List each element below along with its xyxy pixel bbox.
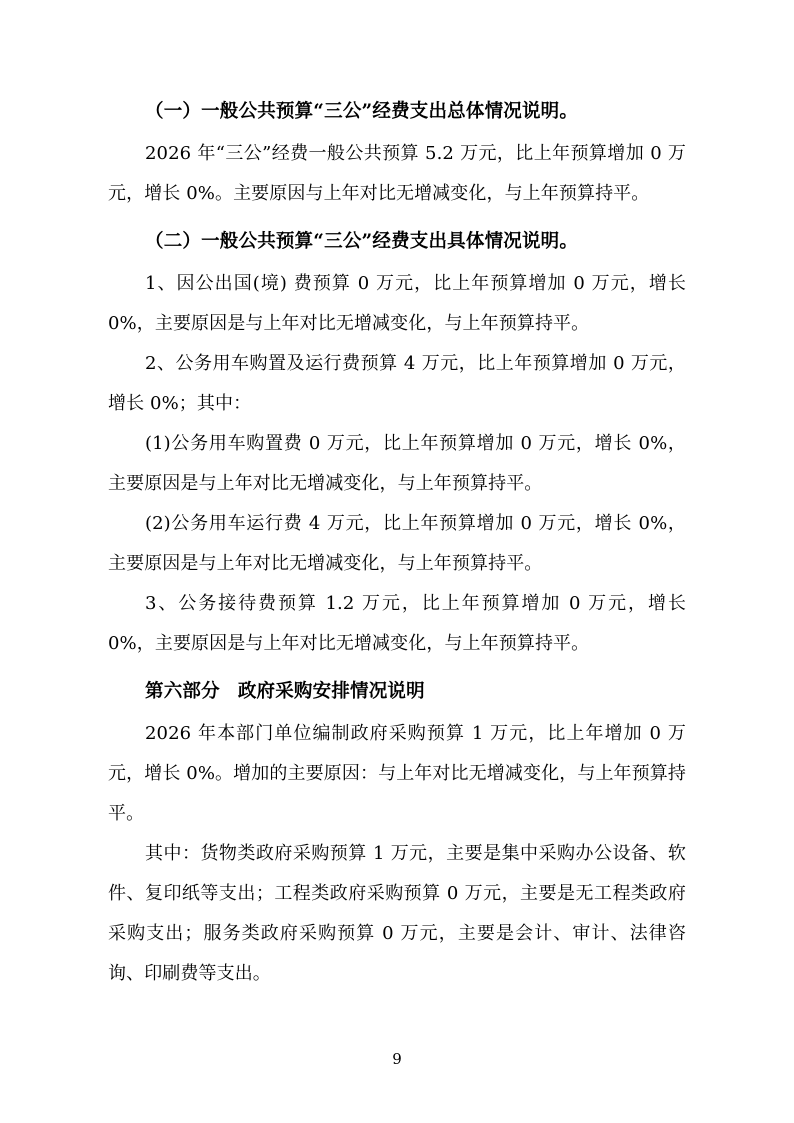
paragraph-procurement-budget: 2026 年本部门单位编制政府采购预算 1 万元，比上年增加 0 万元，增长 0%。增加的主要原因：与上年对比无增减变化，与上年预算持平。 [108,723,686,824]
section-heading-part-six [108,672,686,712]
paragraph-official-vehicle-total: 2、公务用车购置及运行费预算 4 万元，比上年预算增加 0 万元，增长 0%；其中： [108,353,686,414]
paragraph-vehicle-operation: (2)公务用车运行费 4 万元，比上年预算增加 0 万元，增长 0%，主要原因是与上年对比无增减变化，与上年预算持平。 [108,513,686,574]
page-number: 9 [392,1050,402,1068]
section-heading-title: 政府采购安排情况说明 [237,681,425,702]
document-body [108,92,686,994]
paragraph-total-three-public-expenses: 2026 年“三公”经费一般公共预算 5.2 万元，比上年预算增加 0 万元，增长 0%。主要原因与上年对比无增减变化，与上年预算持平。 [108,143,686,204]
paragraph-procurement-breakdown: 其中：货物类政府采购预算 1 万元，主要是集中采购办公设备、软件、复印纸等支出；工程类政府采购预算 0 万元，主要是无工程类政府采购支出；服务类政府采购预算 0 万元，主要是会计、审计、法律咨询、印刷费等支出。 [108,843,686,984]
paragraph-overseas-travel: 1、因公出国(境) 费预算 0 万元，比上年预算增加 0 万元，增长 0%，主要原因是与上年对比无增减变化，与上年预算持平。 [108,273,686,334]
paragraph-vehicle-purchase: (1)公务用车购置费 0 万元，比上年预算增加 0 万元，增长 0%，主要原因是与上年对比无增减变化，与上年预算持平。 [108,433,686,494]
section-heading-label: 第六部分 [145,681,220,702]
subsection-heading-one: （一）一般公共预算“三公”经费支出总体情况说明。 [145,101,579,122]
paragraph-official-reception: 3、公务接待费预算 1.2 万元，比上年预算增加 0 万元，增长 0%，主要原因是与上年对比无增减变化，与上年预算持平。 [108,593,686,654]
subsection-heading-two: （二）一般公共预算“三公”经费支出具体情况说明。 [145,231,579,252]
